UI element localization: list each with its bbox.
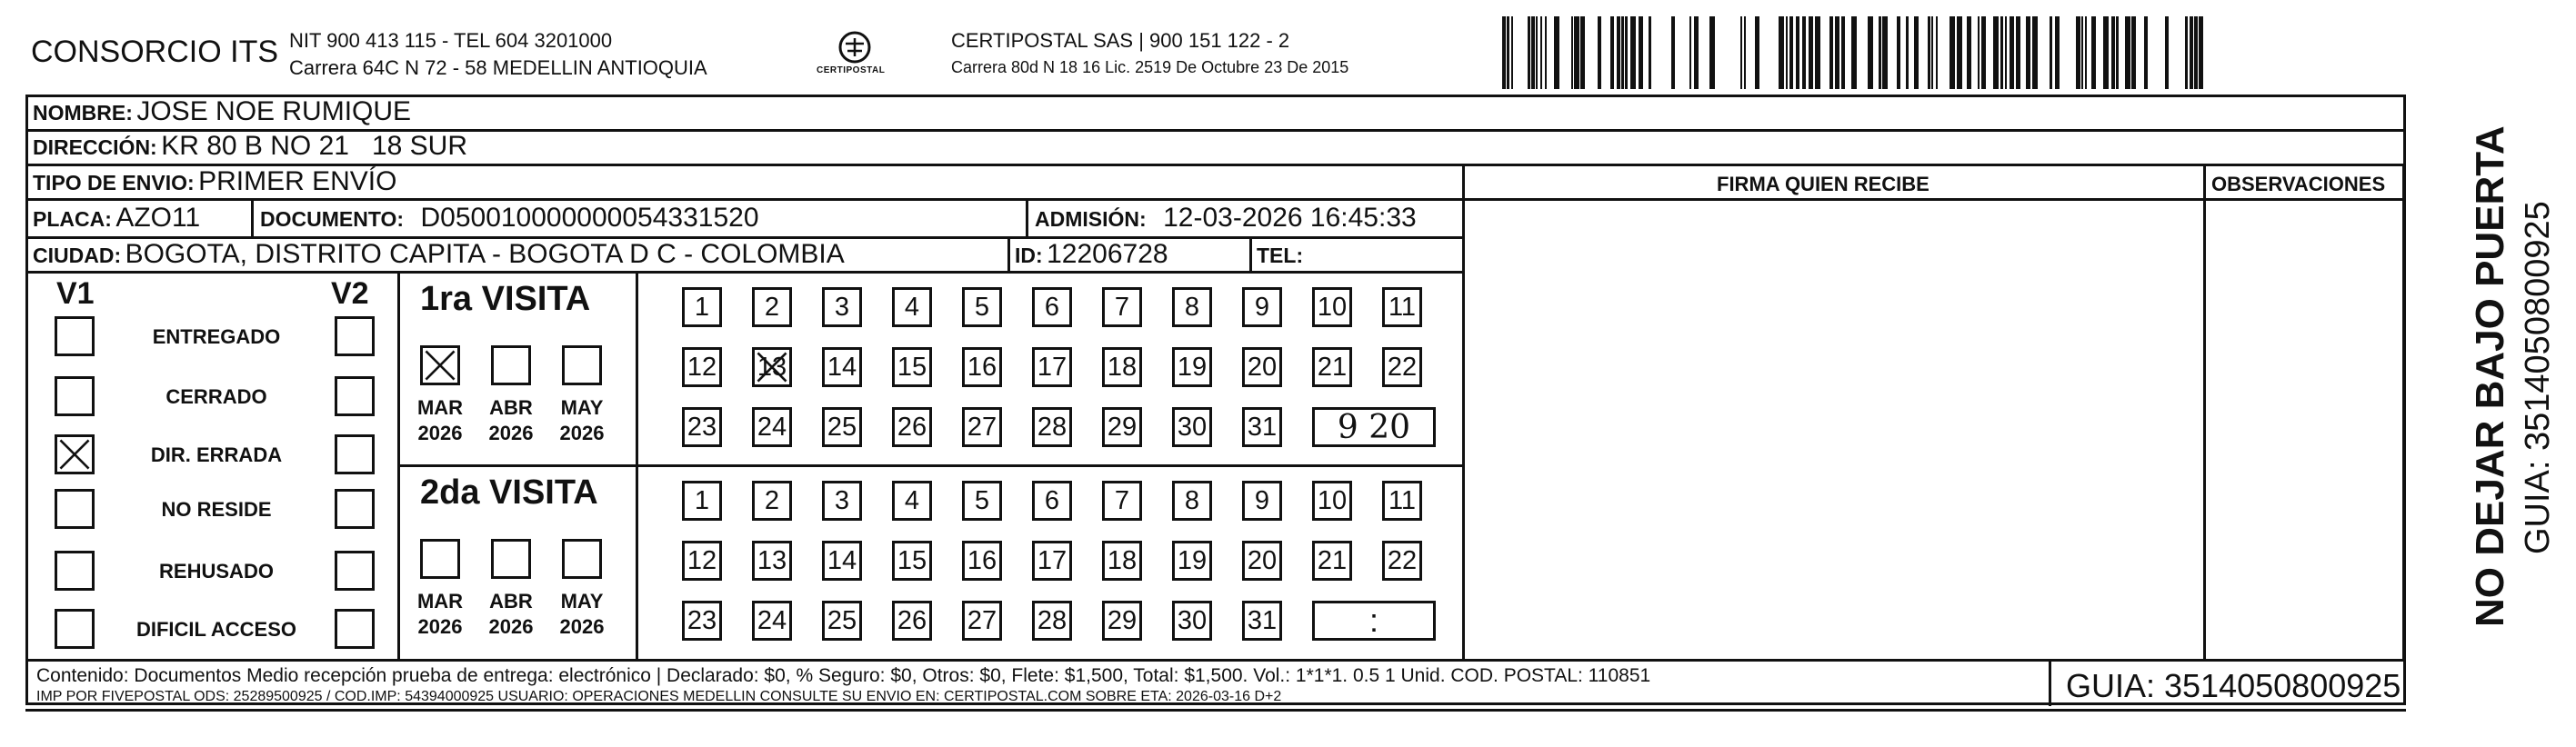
side-warning: NO DEJAR BAJO PUERTA [2468, 125, 2512, 627]
day-number: 12 [687, 352, 717, 382]
nombre-value: JOSE NOE RUMIQUE [136, 96, 412, 126]
day-box[interactable] [1102, 481, 1142, 521]
day-number: 3 [834, 292, 850, 322]
day-box[interactable] [892, 601, 932, 641]
day-box[interactable] [752, 347, 792, 387]
day-box[interactable] [962, 347, 1002, 387]
day-number: 4 [904, 485, 920, 515]
day-box[interactable] [682, 287, 722, 327]
day-box[interactable] [1102, 601, 1142, 641]
day-number: 11 [1388, 485, 1417, 515]
day-number: 23 [687, 605, 717, 635]
day-number: 14 [827, 545, 857, 575]
day-number: 7 [1114, 485, 1130, 515]
time-box[interactable] [1312, 601, 1436, 641]
month-checkbox[interactable] [562, 539, 602, 579]
day-box[interactable] [1032, 601, 1072, 641]
day-number: 25 [827, 605, 857, 635]
documento-value: D050010000000054331520 [420, 203, 759, 233]
day-number: 6 [1044, 292, 1060, 322]
visit-title: 2da VISITA [420, 473, 598, 512]
day-box[interactable] [822, 541, 862, 581]
day-number: 20 [1247, 545, 1278, 575]
day-box[interactable] [752, 407, 792, 447]
day-box[interactable] [892, 287, 932, 327]
status-label: CERRADO [165, 385, 267, 408]
nombre-label: NOMBRE: [33, 101, 133, 124]
side-guia: GUIA: 3514050800925 [2519, 201, 2557, 554]
day-number: 23 [687, 412, 717, 442]
day-box[interactable] [962, 407, 1002, 447]
day-box[interactable] [1172, 541, 1212, 581]
day-number: 20 [1247, 352, 1278, 382]
company-nit: NIT 900 413 115 - TEL 604 3201000 [289, 29, 613, 52]
day-number: 16 [967, 545, 997, 575]
day-number: 19 [1177, 545, 1208, 575]
day-number: 17 [1037, 352, 1067, 382]
day-box[interactable] [1382, 541, 1422, 581]
barcode [1502, 16, 2230, 89]
day-number: 29 [1107, 412, 1138, 442]
day-number: 11 [1388, 292, 1417, 322]
day-box[interactable] [962, 481, 1002, 521]
day-number: 26 [897, 412, 927, 442]
day-number: 19 [1177, 352, 1208, 382]
day-box[interactable] [962, 601, 1002, 641]
day-box[interactable] [1102, 347, 1142, 387]
day-box[interactable] [1172, 601, 1212, 641]
documento-row [260, 203, 759, 234]
nombre-row [33, 96, 411, 127]
day-box[interactable] [1102, 541, 1142, 581]
v2-checkbox[interactable] [335, 489, 375, 529]
day-box[interactable] [1312, 287, 1352, 327]
documento-label: DOCUMENTO: [260, 207, 405, 231]
month-year: 2026 [559, 422, 605, 444]
day-box[interactable] [822, 287, 862, 327]
logo-caption: CERTIPOSTAL [817, 65, 886, 75]
day-box[interactable] [1242, 541, 1282, 581]
day-number: 24 [757, 412, 787, 442]
carrier-name: CERTIPOSTAL SAS | 900 151 122 - 2 [951, 29, 1290, 52]
day-box[interactable] [1242, 481, 1282, 521]
day-box[interactable] [1032, 481, 1072, 521]
direccion-row [33, 131, 467, 162]
footer-contenido: Contenido: Documentos Medio recepción prueba de entrega: electrónico | Declarado: $0, % Seguro: $0, Otros: $0, Flete: $1,500, Total: $1,500. Vol.: 1*1*1. 0.5 1 Unid. COD. POSTAL: 110851 [36, 665, 1651, 686]
admision-row [1035, 203, 1417, 234]
day-box[interactable] [1172, 287, 1212, 327]
day-number: 2 [764, 485, 780, 515]
day-number: 31 [1247, 412, 1278, 442]
day-box[interactable] [1102, 407, 1142, 447]
month-label: ABR [489, 396, 533, 419]
day-box[interactable] [892, 347, 932, 387]
status-label: DIR. ERRADA [150, 443, 283, 466]
day-box[interactable] [892, 481, 932, 521]
v2-checkbox[interactable] [335, 551, 375, 591]
placa-value: AZO11 [115, 203, 201, 233]
day-number: 16 [967, 352, 997, 382]
month-label: MAY [560, 396, 604, 419]
month-label: MAR [416, 590, 464, 613]
day-box[interactable] [962, 541, 1002, 581]
day-number: 25 [827, 412, 857, 442]
day-number: 15 [897, 352, 927, 382]
day-number: 10 [1317, 485, 1348, 515]
v1-checkbox[interactable] [55, 434, 95, 474]
status-label: REHUSADO [159, 560, 274, 583]
day-box[interactable] [1172, 407, 1212, 447]
v1-checkbox[interactable] [55, 609, 95, 649]
day-box[interactable] [1382, 287, 1422, 327]
day-number: 2 [764, 292, 780, 322]
day-number: 9 [1254, 485, 1270, 515]
month-year: 2026 [559, 615, 605, 638]
day-number: 5 [974, 292, 990, 322]
v1-checkbox[interactable] [55, 489, 95, 529]
tel-label: TEL: [1257, 244, 1304, 267]
day-box[interactable] [1242, 347, 1282, 387]
placa-row [33, 203, 200, 234]
day-box[interactable] [752, 481, 792, 521]
ciudad-label: CIUDAD: [33, 244, 122, 267]
day-number: 14 [827, 352, 857, 382]
month-year: 2026 [488, 422, 534, 444]
admision-label: ADMISIÓN: [1035, 207, 1147, 231]
firma-label: FIRMA QUIEN RECIBE [1717, 173, 1929, 195]
day-box[interactable] [682, 601, 722, 641]
day-number: 13 [757, 545, 787, 575]
day-number: 21 [1317, 352, 1348, 382]
day-box[interactable] [1242, 407, 1282, 447]
day-number: 15 [897, 545, 927, 575]
month-label: MAY [560, 590, 604, 613]
certipostal-logo [809, 27, 900, 82]
day-number: 12 [687, 545, 717, 575]
day-number: 9 [1254, 292, 1270, 322]
day-number: 8 [1184, 485, 1200, 515]
day-number: 26 [897, 605, 927, 635]
month-checkbox[interactable] [491, 345, 531, 385]
day-box[interactable] [682, 407, 722, 447]
day-number: 22 [1387, 545, 1418, 575]
v1-label: V1 [56, 276, 95, 311]
company-address: Carrera 64C N 72 - 58 MEDELLIN ANTIOQUIA [289, 56, 707, 79]
day-box[interactable] [1382, 347, 1422, 387]
direccion-value: KR 80 B NO 21 18 SUR [161, 131, 467, 161]
day-box[interactable] [752, 541, 792, 581]
v2-checkbox[interactable] [335, 434, 375, 474]
month-year: 2026 [417, 422, 463, 444]
day-number: 27 [967, 605, 997, 635]
day-number: 17 [1037, 545, 1067, 575]
month-checkbox[interactable] [420, 539, 460, 579]
visit-title: 1ra VISITA [420, 280, 591, 318]
v1-checkbox[interactable] [55, 376, 95, 416]
v2-checkbox[interactable] [335, 609, 375, 649]
tipo-label: TIPO DE ENVIO: [33, 171, 195, 194]
day-box[interactable] [822, 601, 862, 641]
direccion-label: DIRECCIÓN: [33, 135, 157, 159]
day-box[interactable] [892, 541, 932, 581]
day-box[interactable] [1032, 541, 1072, 581]
v2-checkbox[interactable] [335, 376, 375, 416]
company-name: CONSORCIO ITS [31, 35, 279, 69]
day-number: 6 [1044, 485, 1060, 515]
day-box[interactable] [962, 287, 1002, 327]
day-number: 22 [1387, 352, 1418, 382]
day-box[interactable] [1172, 481, 1212, 521]
carrier-license: Carrera 80d N 18 16 Lic. 2519 De Octubre 23 De 2015 [951, 58, 1349, 76]
day-box[interactable] [1312, 347, 1352, 387]
day-box[interactable] [1032, 347, 1072, 387]
day-number: 18 [1107, 352, 1138, 382]
observaciones-label: OBSERVACIONES [2211, 173, 2386, 195]
month-year: 2026 [417, 615, 463, 638]
time-value: : [1368, 602, 1378, 639]
month-year: 2026 [488, 615, 534, 638]
day-number: 30 [1177, 605, 1208, 635]
day-box[interactable] [1172, 347, 1212, 387]
day-box[interactable] [822, 347, 862, 387]
id-label: ID: [1015, 244, 1043, 267]
day-number: 28 [1037, 605, 1067, 635]
day-box[interactable] [892, 407, 932, 447]
admision-value: 12-03-2026 16:45:33 [1163, 203, 1417, 233]
ciudad-row [33, 239, 845, 270]
v1-checkbox[interactable] [55, 316, 95, 356]
day-number: 10 [1317, 292, 1348, 322]
time-value: 9 20 [1337, 408, 1411, 446]
day-box[interactable] [1312, 481, 1352, 521]
ciudad-value: BOGOTA, DISTRITO CAPITA - BOGOTA D C - COLOMBIA [125, 239, 845, 269]
status-label: NO RESIDE [161, 498, 272, 521]
placa-label: PLACA: [33, 207, 112, 231]
day-box[interactable] [1242, 601, 1282, 641]
footer-imp: IMP POR FIVEPOSTAL ODS: 25289500925 / COD.IMP: 54394000925 USUARIO: OPERACIONES MEDELLIN CONSULTE SU ENVIO EN: CERTIPOSTAL.COM SOBRE ETA: 2026-03-16 D+2 [36, 689, 1282, 704]
day-number: 13 [757, 352, 787, 382]
day-number: 31 [1247, 605, 1278, 635]
v2-label: V2 [331, 276, 369, 311]
day-box[interactable] [1312, 541, 1352, 581]
month-label: MAR [416, 396, 464, 419]
month-label: ABR [489, 590, 533, 613]
day-number: 1 [694, 292, 710, 322]
day-number: 7 [1114, 292, 1130, 322]
day-box[interactable] [1242, 287, 1282, 327]
day-box[interactable] [1382, 481, 1422, 521]
day-box[interactable] [682, 541, 722, 581]
day-box[interactable] [1032, 287, 1072, 327]
day-number: 4 [904, 292, 920, 322]
day-box[interactable] [682, 347, 722, 387]
day-number: 29 [1107, 605, 1138, 635]
id-row [1015, 239, 1168, 270]
day-number: 18 [1107, 545, 1138, 575]
day-number: 27 [967, 412, 997, 442]
day-box[interactable] [1102, 287, 1142, 327]
day-number: 8 [1184, 292, 1200, 322]
status-label: DIFICIL ACCESO [135, 618, 296, 641]
month-checkbox[interactable] [420, 345, 460, 385]
day-number: 24 [757, 605, 787, 635]
footer-guia: GUIA: 3514050800925 [2066, 667, 2401, 704]
tipo-row [33, 166, 396, 197]
day-box[interactable] [752, 601, 792, 641]
day-box[interactable] [682, 481, 722, 521]
day-number: 5 [974, 485, 990, 515]
day-box[interactable] [822, 481, 862, 521]
status-label: ENTREGADO [152, 325, 281, 348]
day-number: 1 [694, 485, 710, 515]
day-box[interactable] [822, 407, 862, 447]
time-box[interactable] [1312, 407, 1436, 447]
tipo-value: PRIMER ENVÍO [198, 166, 397, 196]
day-box[interactable] [752, 287, 792, 327]
day-number: 3 [834, 485, 850, 515]
id-value: 12206728 [1047, 239, 1168, 269]
month-checkbox[interactable] [491, 539, 531, 579]
month-checkbox[interactable] [562, 345, 602, 385]
day-number: 28 [1037, 412, 1067, 442]
v1-checkbox[interactable] [55, 551, 95, 591]
day-number: 21 [1317, 545, 1348, 575]
day-box[interactable] [1032, 407, 1072, 447]
day-number: 30 [1177, 412, 1208, 442]
v2-checkbox[interactable] [335, 316, 375, 356]
